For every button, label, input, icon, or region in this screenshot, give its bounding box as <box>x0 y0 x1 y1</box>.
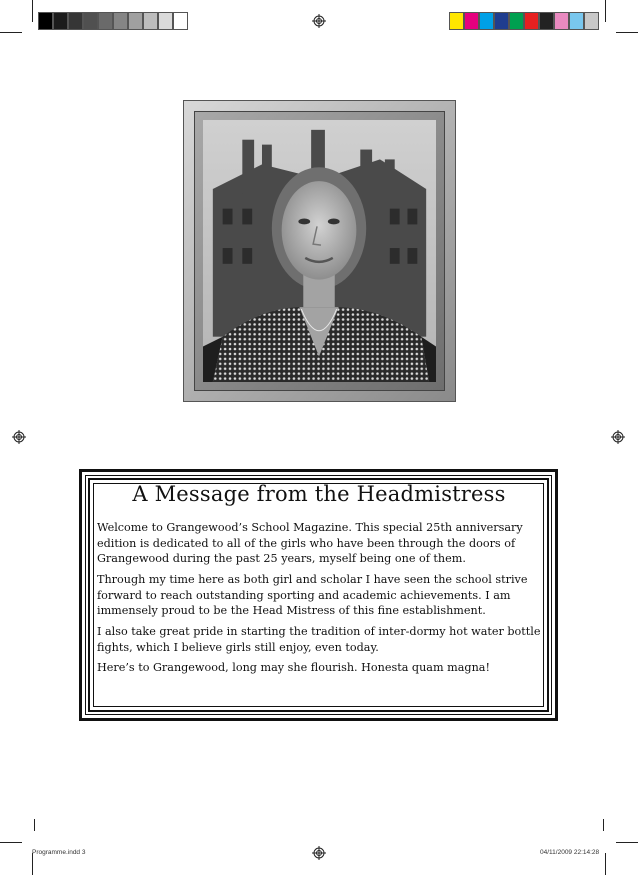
gray-swatch-4 <box>83 12 98 30</box>
footer-timestamp: 04/11/2009 22:14:28 <box>540 849 600 856</box>
message-title: A Message from the Headmistress <box>132 482 506 506</box>
gray-swatch-9 <box>158 12 173 30</box>
crop-mark-bl-h2 <box>34 819 35 831</box>
crop-mark-br-v <box>605 853 606 875</box>
registration-target-left <box>12 430 26 444</box>
color-swatch-2 <box>464 12 479 30</box>
gray-swatch-6 <box>113 12 128 30</box>
crop-mark-br-h <box>616 842 638 843</box>
crop-mark-tl-v <box>32 0 33 22</box>
crop-mark-br-h2 <box>603 819 604 831</box>
gray-calibration-bar <box>38 12 188 30</box>
crop-mark-tr-h <box>616 32 638 33</box>
color-swatch-3 <box>479 12 494 30</box>
crop-mark-tl-h <box>0 32 22 33</box>
registration-target-bottom <box>312 846 326 860</box>
color-swatch-4 <box>494 12 509 30</box>
message-paragraph-1: Welcome to Grangewood’s School Magazine. This special 25th anniversary edition is dedicated to all of the girls who have been through the doors of Grangewood during the past 25 years, myself being one of them. <box>97 521 523 565</box>
photo-frame-inner <box>194 111 445 391</box>
gray-swatch-8 <box>143 12 158 30</box>
color-swatch-9 <box>569 12 584 30</box>
message-paragraph-4: Here’s to Grangewood, long may she flourish. Honesta quam magna! <box>97 661 490 674</box>
color-swatch-6 <box>524 12 539 30</box>
crop-mark-tr-v <box>605 0 606 22</box>
color-swatch-10 <box>584 12 599 30</box>
color-swatch-5 <box>509 12 524 30</box>
gray-swatch-7 <box>128 12 143 30</box>
gray-swatch-3 <box>68 12 83 30</box>
crop-mark-bl-v <box>32 853 33 875</box>
gray-swatch-1 <box>38 12 53 30</box>
color-swatch-1 <box>449 12 464 30</box>
color-swatch-7 <box>539 12 554 30</box>
registration-target-top <box>312 14 326 28</box>
photo-frame <box>183 100 456 402</box>
color-swatch-8 <box>554 12 569 30</box>
registration-target-right <box>611 430 625 444</box>
message-paragraph-3: I also take great pride in starting the tradition of inter-dormy hot water bottle fights, which I believe girls still enjoy, even today. <box>97 625 541 654</box>
message-paragraph-2: Through my time here as both girl and scholar I have seen the school strive forward to reach outstanding sporting and academic achievements. I am immensely proud to be the Head Mistress of this fine establishment. <box>97 573 528 617</box>
gray-swatch-5 <box>98 12 113 30</box>
portrait-illustration <box>203 120 436 382</box>
footer-file-name: Programme.indd 3 <box>32 849 86 856</box>
gray-swatch-10 <box>173 12 188 30</box>
color-calibration-bar <box>449 12 599 30</box>
headmistress-photo <box>203 120 436 382</box>
crop-mark-bl-h <box>0 842 22 843</box>
gray-swatch-2 <box>53 12 68 30</box>
